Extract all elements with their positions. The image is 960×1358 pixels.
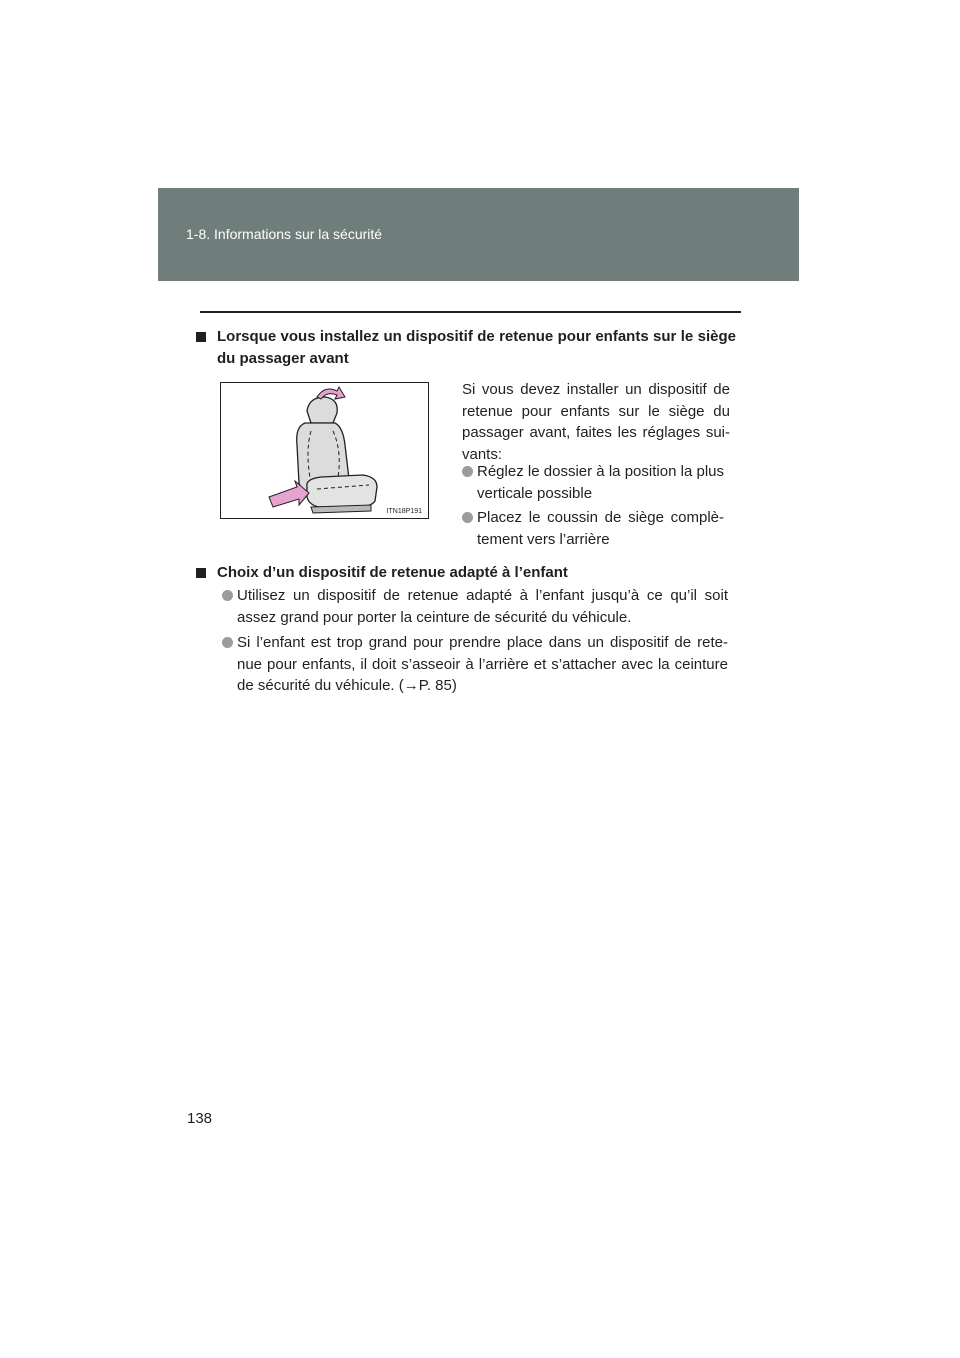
intro-paragraph: Si vous devez installer un dispositif de retenue pour enfants sur le siège du passager avant, faites les réglages sui-vants:: [462, 381, 730, 463]
page-number: 138: [187, 1110, 213, 1127]
square-bullet-icon: [196, 568, 206, 578]
list-item: [222, 585, 728, 628]
bullet-dot-icon: [222, 590, 233, 601]
seat-illustration: [220, 382, 429, 519]
list-item-text: Utilisez un dispositif de retenue adapté à l’enfant jusqu’à ce qu’il soit assez grand pour porter la ceinture de sécurité du véhicule.: [237, 587, 728, 626]
bullet-dot-icon: [462, 466, 473, 477]
figure-code: ITN18P191: [386, 508, 422, 515]
divider-rule: [200, 311, 741, 313]
seat-adjust-icon: [221, 383, 427, 517]
list-item: [462, 461, 724, 504]
heading-text: Choix d’un dispositif de retenue adapté à l’enfant: [217, 564, 568, 581]
bullet-dot-icon: [222, 637, 233, 648]
list-item-text: Réglez le dossier à la position la plus verticale possible: [477, 463, 724, 502]
section-title: 1-8. Informations sur la sécurité: [186, 226, 383, 242]
heading-choose-restraint: [196, 562, 736, 584]
heading-text: Lorsque vous installez un dispositif de retenue pour enfants sur le siège du passager avant: [217, 328, 736, 367]
list-item: [462, 507, 724, 550]
list-item-text: Placez le coussin de siège complè-tement vers l’arrière: [477, 509, 724, 548]
square-bullet-icon: [196, 332, 206, 342]
list-item-text: Si l’enfant est trop grand pour prendre place dans un dispositif de rete-nue pour enfants, il doit s’asseoir à l’arrière et s’attacher avec la ceinture de sécurité du véhicule. (→P. 85): [237, 634, 728, 694]
bullet-dot-icon: [462, 512, 473, 523]
heading-front-passenger-seat: [196, 326, 736, 370]
list-item: [222, 632, 728, 697]
